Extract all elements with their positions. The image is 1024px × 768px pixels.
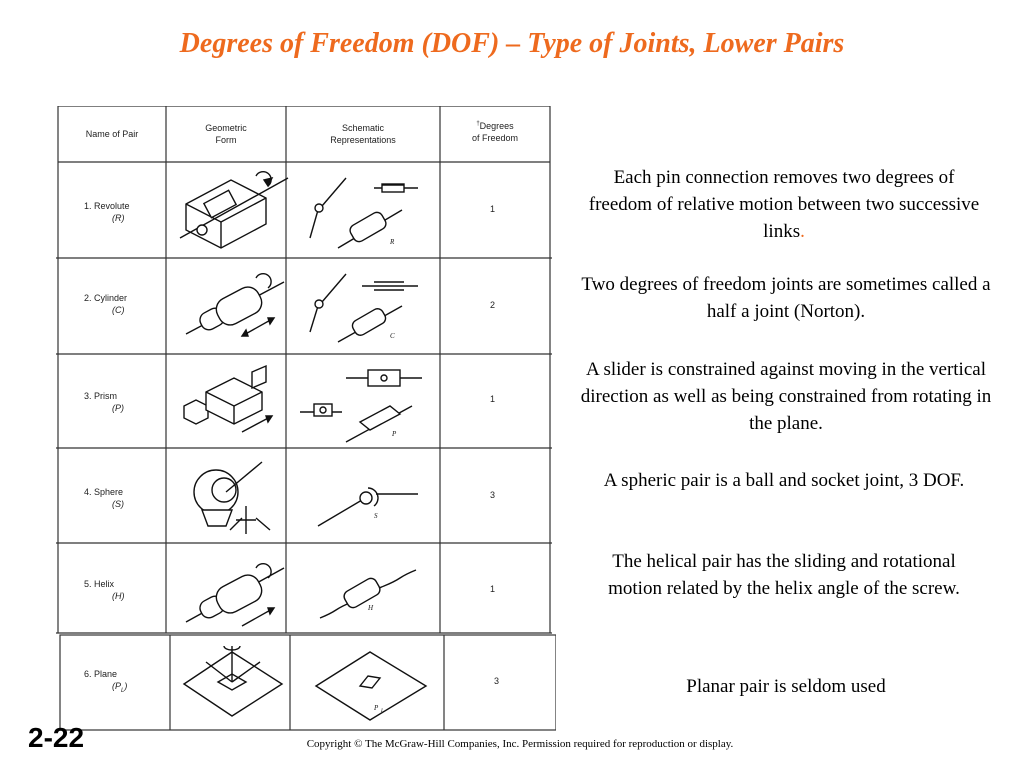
pair-name-text: 4. Sphere: [84, 487, 124, 497]
pair-symbol-end: ): [124, 681, 128, 691]
note-helical-pair: The helical pair has the sliding and rotational motion related by the helix angle of the screw.: [608, 551, 960, 599]
page-number: 2-22: [28, 722, 85, 750]
note-spheric-pair: A spheric pair is a ball and socket joint, 3 DOF.: [603, 470, 965, 491]
pair-name-revolute: [84, 200, 164, 224]
header-dof-mark: †: [476, 121, 480, 127]
dof-value-sphere: 3: [490, 490, 496, 500]
pair-name-plane: [84, 668, 164, 697]
pair-symbol-sub: L: [121, 687, 125, 694]
pair-symbol: (S): [112, 499, 124, 509]
dof-value-helix: 1: [490, 584, 496, 594]
lower-pairs-table: [56, 106, 556, 732]
revolute-schematic-icon: [310, 178, 418, 248]
header-schematic-line1: Schematic: [341, 123, 385, 133]
pair-name-text: 2. Cylinder: [84, 293, 128, 303]
sphere-schematic-icon: [318, 488, 418, 526]
prism-schematic-icon: [300, 370, 422, 442]
schematic-label-sub: L: [381, 709, 384, 714]
dof-value-revolute: 1: [490, 204, 496, 214]
schematic-label: P: [374, 704, 379, 712]
pair-symbol-main: (P: [112, 681, 121, 691]
header-geometric-line1: Geometric: [205, 123, 247, 133]
note-slider: A slider is constrained against moving in the vertical direction as well as being constrained from rotating in the plane.: [580, 359, 992, 434]
pair-symbol: (H): [112, 591, 125, 601]
plane-geometric-icon: [184, 646, 282, 716]
pair-symbol: (P): [112, 403, 124, 413]
schematic-label: C: [390, 332, 395, 340]
header-name-of-pair: Name of Pair: [85, 129, 139, 139]
helix-schematic-icon: [320, 570, 416, 618]
note-suffix: .: [800, 221, 805, 242]
note-half-joint: Two degrees of freedom joints are sometimes called a half a joint (Norton).: [581, 274, 991, 322]
prism-geometric-icon: [184, 366, 272, 432]
header-schematic-line2: Representations: [330, 135, 396, 145]
pair-symbol: [84, 680, 164, 697]
header-schematic: [286, 122, 440, 146]
header-dof-line1: Degrees: [479, 121, 514, 131]
header-geometric-form: [166, 122, 286, 146]
cylinder-schematic-icon: [310, 274, 418, 342]
note-text: Each pin connection removes two degrees of freedom of relative motion between two successive links: [588, 167, 980, 242]
pair-name-text: 1. Revolute: [84, 201, 130, 211]
revolute-geometric-icon: [180, 172, 288, 248]
note-pin-connection: [584, 164, 984, 245]
dof-value-plane: 3: [494, 676, 500, 686]
pair-name-helix: [84, 578, 164, 602]
helix-geometric-icon: [186, 564, 284, 626]
pair-name-prism: [84, 390, 164, 414]
pair-name-cylinder: [84, 292, 164, 316]
schematic-label: R: [390, 238, 395, 246]
pair-name-text: 6. Plane: [84, 669, 118, 679]
sphere-geometric-icon: [194, 462, 270, 534]
pair-symbol: (R): [112, 213, 125, 223]
schematic-label: H: [368, 604, 374, 612]
header-geometric-line2: Form: [215, 135, 237, 145]
cylinder-geometric-icon: [186, 274, 284, 336]
pair-symbol: (C): [112, 305, 125, 315]
plane-schematic-icon: [316, 652, 426, 720]
header-dof: [440, 118, 550, 144]
schematic-label: S: [374, 512, 378, 520]
header-dof-line2: of Freedom: [471, 133, 519, 143]
dof-value-prism: 1: [490, 394, 496, 404]
pair-name-sphere: [84, 486, 164, 510]
note-planar-pair: Planar pair is seldom used: [686, 676, 886, 697]
pair-name-text: 3. Prism: [84, 391, 118, 401]
slide-title: Degrees of Freedom (DOF) – Type of Joints, Lower Pairs: [179, 28, 845, 59]
pair-name-text: 5. Helix: [84, 579, 115, 589]
dof-value-cylinder: 2: [490, 300, 496, 310]
copyright-notice: Copyright © The McGraw-Hill Companies, Inc. Permission required for reproduction or display.: [306, 738, 734, 750]
schematic-label: P: [392, 430, 397, 438]
